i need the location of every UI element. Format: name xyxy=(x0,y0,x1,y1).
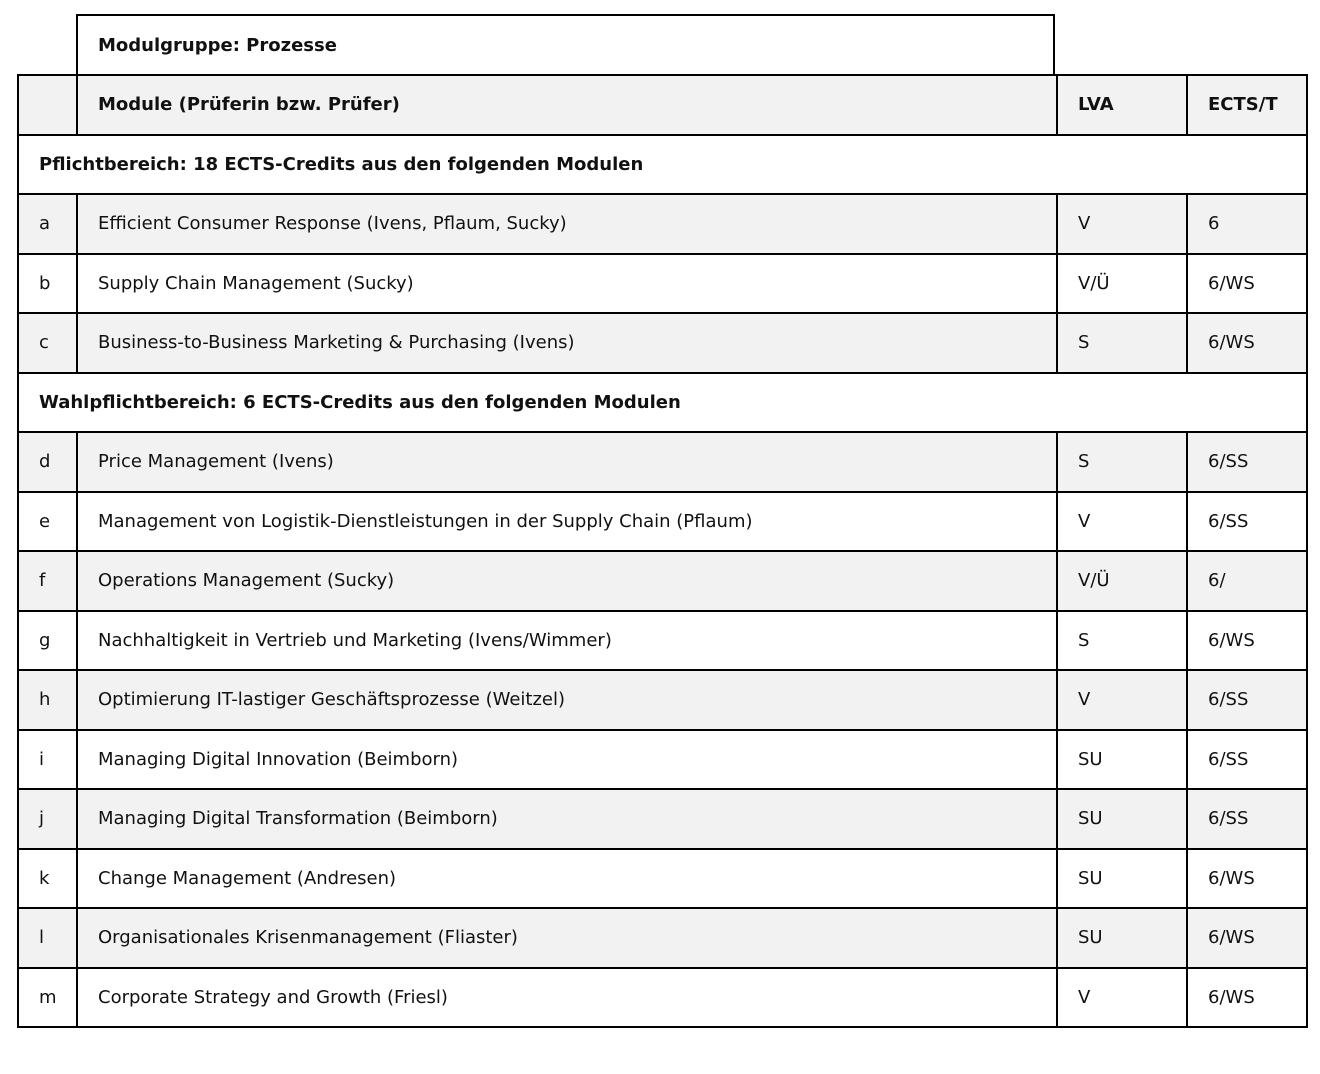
table-row xyxy=(18,670,1307,730)
row-module-cell: Price Management (Ivens) xyxy=(77,432,1057,492)
row-lva-cell: V/Ü xyxy=(1057,551,1187,611)
row-lva-cell: V xyxy=(1057,492,1187,552)
section-row xyxy=(18,373,1307,433)
header-module-cell: Module (Prüferin bzw. Prüfer) xyxy=(77,75,1057,135)
header-lva-cell: LVA xyxy=(1057,75,1187,135)
row-module-cell: Business-to-Business Marketing & Purchasing (Ivens) xyxy=(77,313,1057,373)
row-index-cell: f xyxy=(18,551,77,611)
row-index-cell: d xyxy=(18,432,77,492)
row-index-cell: k xyxy=(18,849,77,909)
row-module-cell: Corporate Strategy and Growth (Friesl) xyxy=(77,968,1057,1028)
table-row xyxy=(18,492,1307,552)
row-index-cell: b xyxy=(18,254,77,314)
row-module-cell: Optimierung IT-lastiger Geschäftsprozesse (Weitzel) xyxy=(77,670,1057,730)
row-lva-cell: V xyxy=(1057,194,1187,254)
row-ects-cell: 6/WS xyxy=(1187,611,1307,671)
row-module-cell: Change Management (Andresen) xyxy=(77,849,1057,909)
header-index-cell xyxy=(18,75,77,135)
row-module-cell: Operations Management (Sucky) xyxy=(77,551,1057,611)
table-row xyxy=(18,968,1307,1028)
row-ects-cell: 6/WS xyxy=(1187,313,1307,373)
module-group-title: Modulgruppe: Prozesse xyxy=(76,14,1055,74)
row-lva-cell: V xyxy=(1057,968,1187,1028)
row-lva-cell: SU xyxy=(1057,849,1187,909)
row-index-cell: e xyxy=(18,492,77,552)
row-ects-cell: 6/WS xyxy=(1187,908,1307,968)
row-ects-cell: 6/SS xyxy=(1187,492,1307,552)
row-index-cell: l xyxy=(18,908,77,968)
row-ects-cell: 6/SS xyxy=(1187,432,1307,492)
table-row xyxy=(18,432,1307,492)
row-lva-cell: SU xyxy=(1057,789,1187,849)
row-ects-cell: 6/ xyxy=(1187,551,1307,611)
row-index-cell: a xyxy=(18,194,77,254)
row-ects-cell: 6/SS xyxy=(1187,670,1307,730)
table-row xyxy=(18,551,1307,611)
row-lva-cell: S xyxy=(1057,432,1187,492)
row-ects-cell: 6 xyxy=(1187,194,1307,254)
row-lva-cell: SU xyxy=(1057,908,1187,968)
row-lva-cell: SU xyxy=(1057,730,1187,790)
row-index-cell: c xyxy=(18,313,77,373)
row-module-cell: Nachhaltigkeit in Vertrieb und Marketing (Ivens/Wimmer) xyxy=(77,611,1057,671)
table-header-row xyxy=(18,75,1307,135)
row-module-cell: Efficient Consumer Response (Ivens, Pflaum, Sucky) xyxy=(77,194,1057,254)
row-module-cell: Supply Chain Management (Sucky) xyxy=(77,254,1057,314)
row-module-cell: Managing Digital Transformation (Beimborn) xyxy=(77,789,1057,849)
row-module-cell: Organisationales Krisenmanagement (Fliaster) xyxy=(77,908,1057,968)
table-row xyxy=(18,789,1307,849)
row-lva-cell: V/Ü xyxy=(1057,254,1187,314)
module-table xyxy=(17,74,1308,1028)
row-index-cell: g xyxy=(18,611,77,671)
table-row xyxy=(18,908,1307,968)
row-ects-cell: 6/WS xyxy=(1187,849,1307,909)
section-row xyxy=(18,135,1307,195)
table-row xyxy=(18,313,1307,373)
row-ects-cell: 6/SS xyxy=(1187,730,1307,790)
row-ects-cell: 6/WS xyxy=(1187,968,1307,1028)
section-title: Pflichtbereich: 18 ECTS-Credits aus den folgenden Modulen xyxy=(18,135,1307,195)
table-row xyxy=(18,849,1307,909)
row-ects-cell: 6/WS xyxy=(1187,254,1307,314)
table-row xyxy=(18,611,1307,671)
row-index-cell: i xyxy=(18,730,77,790)
row-ects-cell: 6/SS xyxy=(1187,789,1307,849)
row-module-cell: Managing Digital Innovation (Beimborn) xyxy=(77,730,1057,790)
row-index-cell: h xyxy=(18,670,77,730)
table-row xyxy=(18,194,1307,254)
row-lva-cell: S xyxy=(1057,313,1187,373)
header-ects-cell: ECTS/T xyxy=(1187,75,1307,135)
row-lva-cell: V xyxy=(1057,670,1187,730)
section-title: Wahlpflichtbereich: 6 ECTS-Credits aus den folgenden Modulen xyxy=(18,373,1307,433)
table-row xyxy=(18,254,1307,314)
row-index-cell: m xyxy=(18,968,77,1028)
row-lva-cell: S xyxy=(1057,611,1187,671)
module-table-body xyxy=(18,75,1307,1027)
row-index-cell: j xyxy=(18,789,77,849)
row-module-cell: Management von Logistik-Dienstleistungen in der Supply Chain (Pflaum) xyxy=(77,492,1057,552)
table-row xyxy=(18,730,1307,790)
